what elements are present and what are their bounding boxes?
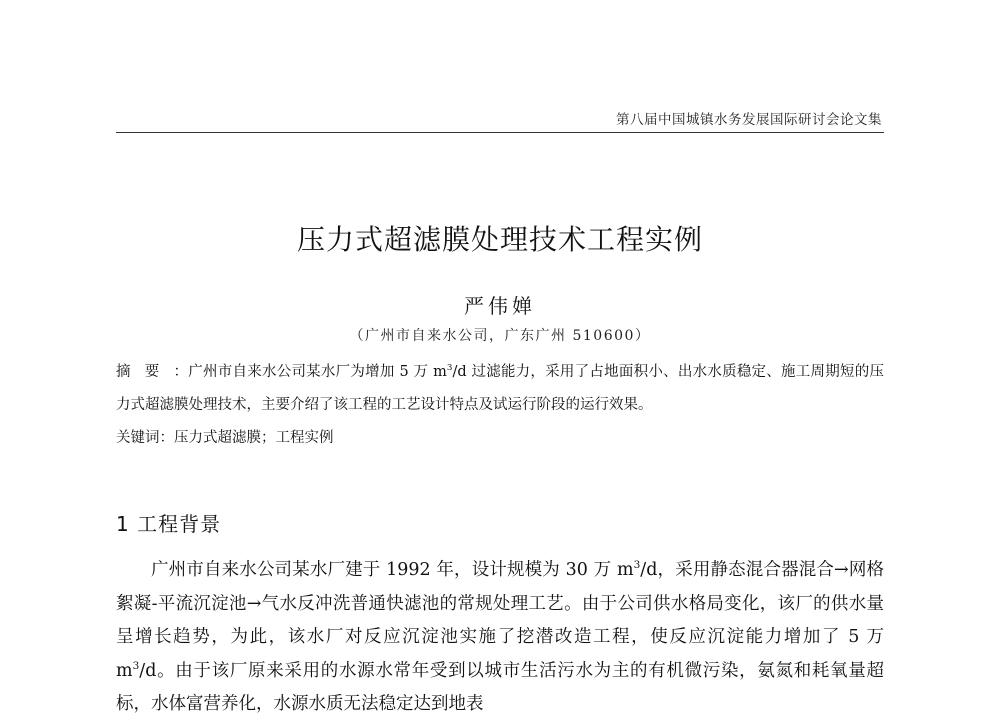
body-sup-2: 3: [132, 659, 140, 672]
author-affiliation: （广州市自来水公司，广东广州 510600）: [349, 328, 651, 344]
author-name: 严伟婵: [464, 294, 536, 318]
abstract-text-2: /d 过滤能力，采用了占地面积小、出水水质稳定、施工周期短的压力式超滤膜处理技术，主要介绍了该工程的工艺设计特点及试运行阶段的运行效果。: [116, 364, 884, 413]
body-paragraph: [116, 554, 884, 722]
body-text-3: /d。由于该厂原来采用的水源水常年受到以城市生活污水为主的有机微污染，氨氮和耗氧量超标，水体富营养化，水源水质无法稳定达到地表: [116, 660, 884, 714]
journal-name: 第八届中国城镇水务发展国际研讨会论文集: [616, 112, 882, 128]
body-text-1: 广州市自来水公司某水厂建于 1992 年，设计规模为 30 万 m: [151, 560, 634, 580]
header-rule: [116, 132, 884, 133]
abstract-sup: 3: [446, 363, 453, 374]
keywords-text: 压力式超滤膜；工程实例: [174, 430, 334, 446]
abstract-text-1: ：广州市自来水公司某水厂为增加 5 万 m: [173, 364, 447, 380]
body-sup-1: 3: [633, 559, 641, 572]
abstract-label: 摘要: [116, 364, 174, 380]
abstract: [116, 356, 884, 422]
keywords: [116, 422, 334, 455]
body-text-2: /d，采用静态混合器混合→网格絮凝-平流沉淀池→气水反冲洗普通快滤池的常规处理工艺。由于公司供水格局变化，该厂的供水量呈增长趋势，为此，该水厂对反应沉淀池实施了挖潜改造工程，使反应沉淀能力增加了 5 万 m: [116, 560, 885, 681]
paper-title: 压力式超滤膜处理技术工程实例: [296, 223, 703, 256]
keywords-label: 关键词：: [116, 430, 174, 446]
section-heading: 1 工程背景: [116, 512, 222, 536]
